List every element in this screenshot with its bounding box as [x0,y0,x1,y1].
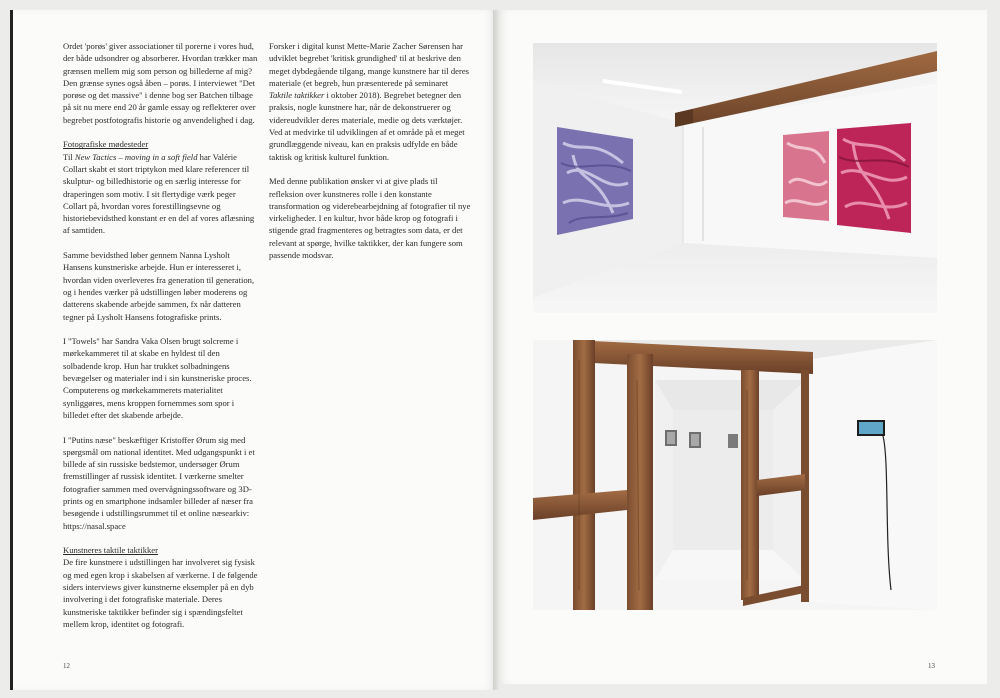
left-page [10,10,496,690]
paragraph: I "Towels" har Sandra Vaka Olsen brugt solcreme i mørkekammeret til at skabe en hyldest til den solbadende krop. Hun har trukket solbadningens bevægelser og materialer ind i sin kunstneriske proces. Computerens og mørkekammerets materialitet synliggøres, mens kroppen fornemmes som spor i billedet efter det skabende arbejde. [63,336,252,420]
italic-title: Taktile taktikker [269,90,325,101]
section-heading: Kunstneres taktile taktikker [63,545,158,556]
text-run: har Valérie Collart skabt et stort triptykon med klare referencer til skulptur- og billedhistorie og en særlig interesse for draperingen som motiv. I sit flertydige værk peger Collart på, hvordan vores forestillingsevne og historiebevidsthed konstant er en del af vores aflæsning af samtiden. [63,151,255,236]
timber-frame-gallery-photo [533,340,937,610]
text-run: De fire kunstnere i udstillingen har involveret sig fysisk og med egen krop i skabelsen af værkerne. I de følgende siders interviews giver kunstnerne eksempler på en dyb involvering i det fotografiske materiale. Deres kunstneriske taktikker befinder sig i spændingsfeltet mellem krop, identitet og fotografi. [63,557,258,629]
page-number-left: 12 [63,662,70,670]
section-heading: Fotografiske mødesteder [63,139,149,150]
paragraph: Ordet 'porøs' giver associationer til porerne i vores hud, der både udsondrer og absorberer. Hvordan trækker man grænsen mellem mig som person og billederne af mig? Den grænse synes også åben – porøs. I interviewet "Det porøse og det massive" i denne bog ser Batchen tilbage på sit nu mere end 20 år gamle essay og reflekterer over begrebet postfotografis historie og anvendelighed i dag. [63,41,258,125]
italic-title: New Tactics – moving in a soft field [74,151,198,162]
magenta-artwork [837,123,911,233]
text-run: Forsker i digital kunst Mette-Marie Zacher Sørensen har udviklet begrebet 'kritisk grundighed' til at beskrive den meget dybdegående tilgang, mange kunstnere har til deres materiale (et begreb, hun præsenterede på seminaret [269,41,469,88]
text-column-2 [269,40,473,274]
small-framed-work [728,434,738,448]
paragraph-section-2 [63,544,259,630]
paragraph: Med denne publikation ønsker vi at give plads til refleksion over kunstneres rolle i den konstante transformation og viderebearbejdning af fotografier til nye virkeligheder. I en kultur, hvor både krop og fotografi i stigende grad fragmenteres og betragtes som data, er det relevant at spørge, hvilke taktikker, der kan fungere som passende modsvar. [269,176,471,261]
paragraph: Samme bevidsthed løber gennem Nanna Lysholt Hansens kunstneriske arbejde. Hun er interesseret i, hvordan viden overleveres fra generation til generation, og i hendes værker på udstillingen løber moderens og datterens skabende arbejde sammen, fx når datteren tegner på Lysholt Hansens fotografiske prints. [63,250,255,322]
paragraph-section-1 [63,138,259,236]
page-number-right: 13 [928,662,935,670]
right-page [499,10,987,684]
paragraph: I "Putins næse" beskæftiger Kristoffer Ørum sig med spørgsmål om national identitet. Med udgangspunkt i et billede af sin russiske bedstemor, undersøger Ørum fremstillinger af russisk identitet. I værkerne smelter fotografier sammen med overvågningssoftware og 3D-prints og en smartphone indsamler billeder af næser fra besøgende i udstillingsrummet til et online næsearkiv: https://nasal.space [63,434,255,531]
text-column-1 [63,40,259,643]
gallery-installation-photo [533,43,937,313]
pink-artwork [783,131,829,221]
violet-artwork [557,127,633,235]
paragraph [269,40,473,163]
text-run: i oktober 2018). Begrebet betegner den praksis, nogle kunstnere har, når de dekonstruerer og videreudvikler deres materiale, medie og dets værktøjer. Ved at medvirke til udviklingen af et område på et meget grundlæggende niveau, kan en praksis udfylde en både taktisk og kritisk kulturel funktion. [269,90,465,162]
text-run: Til [63,151,75,162]
